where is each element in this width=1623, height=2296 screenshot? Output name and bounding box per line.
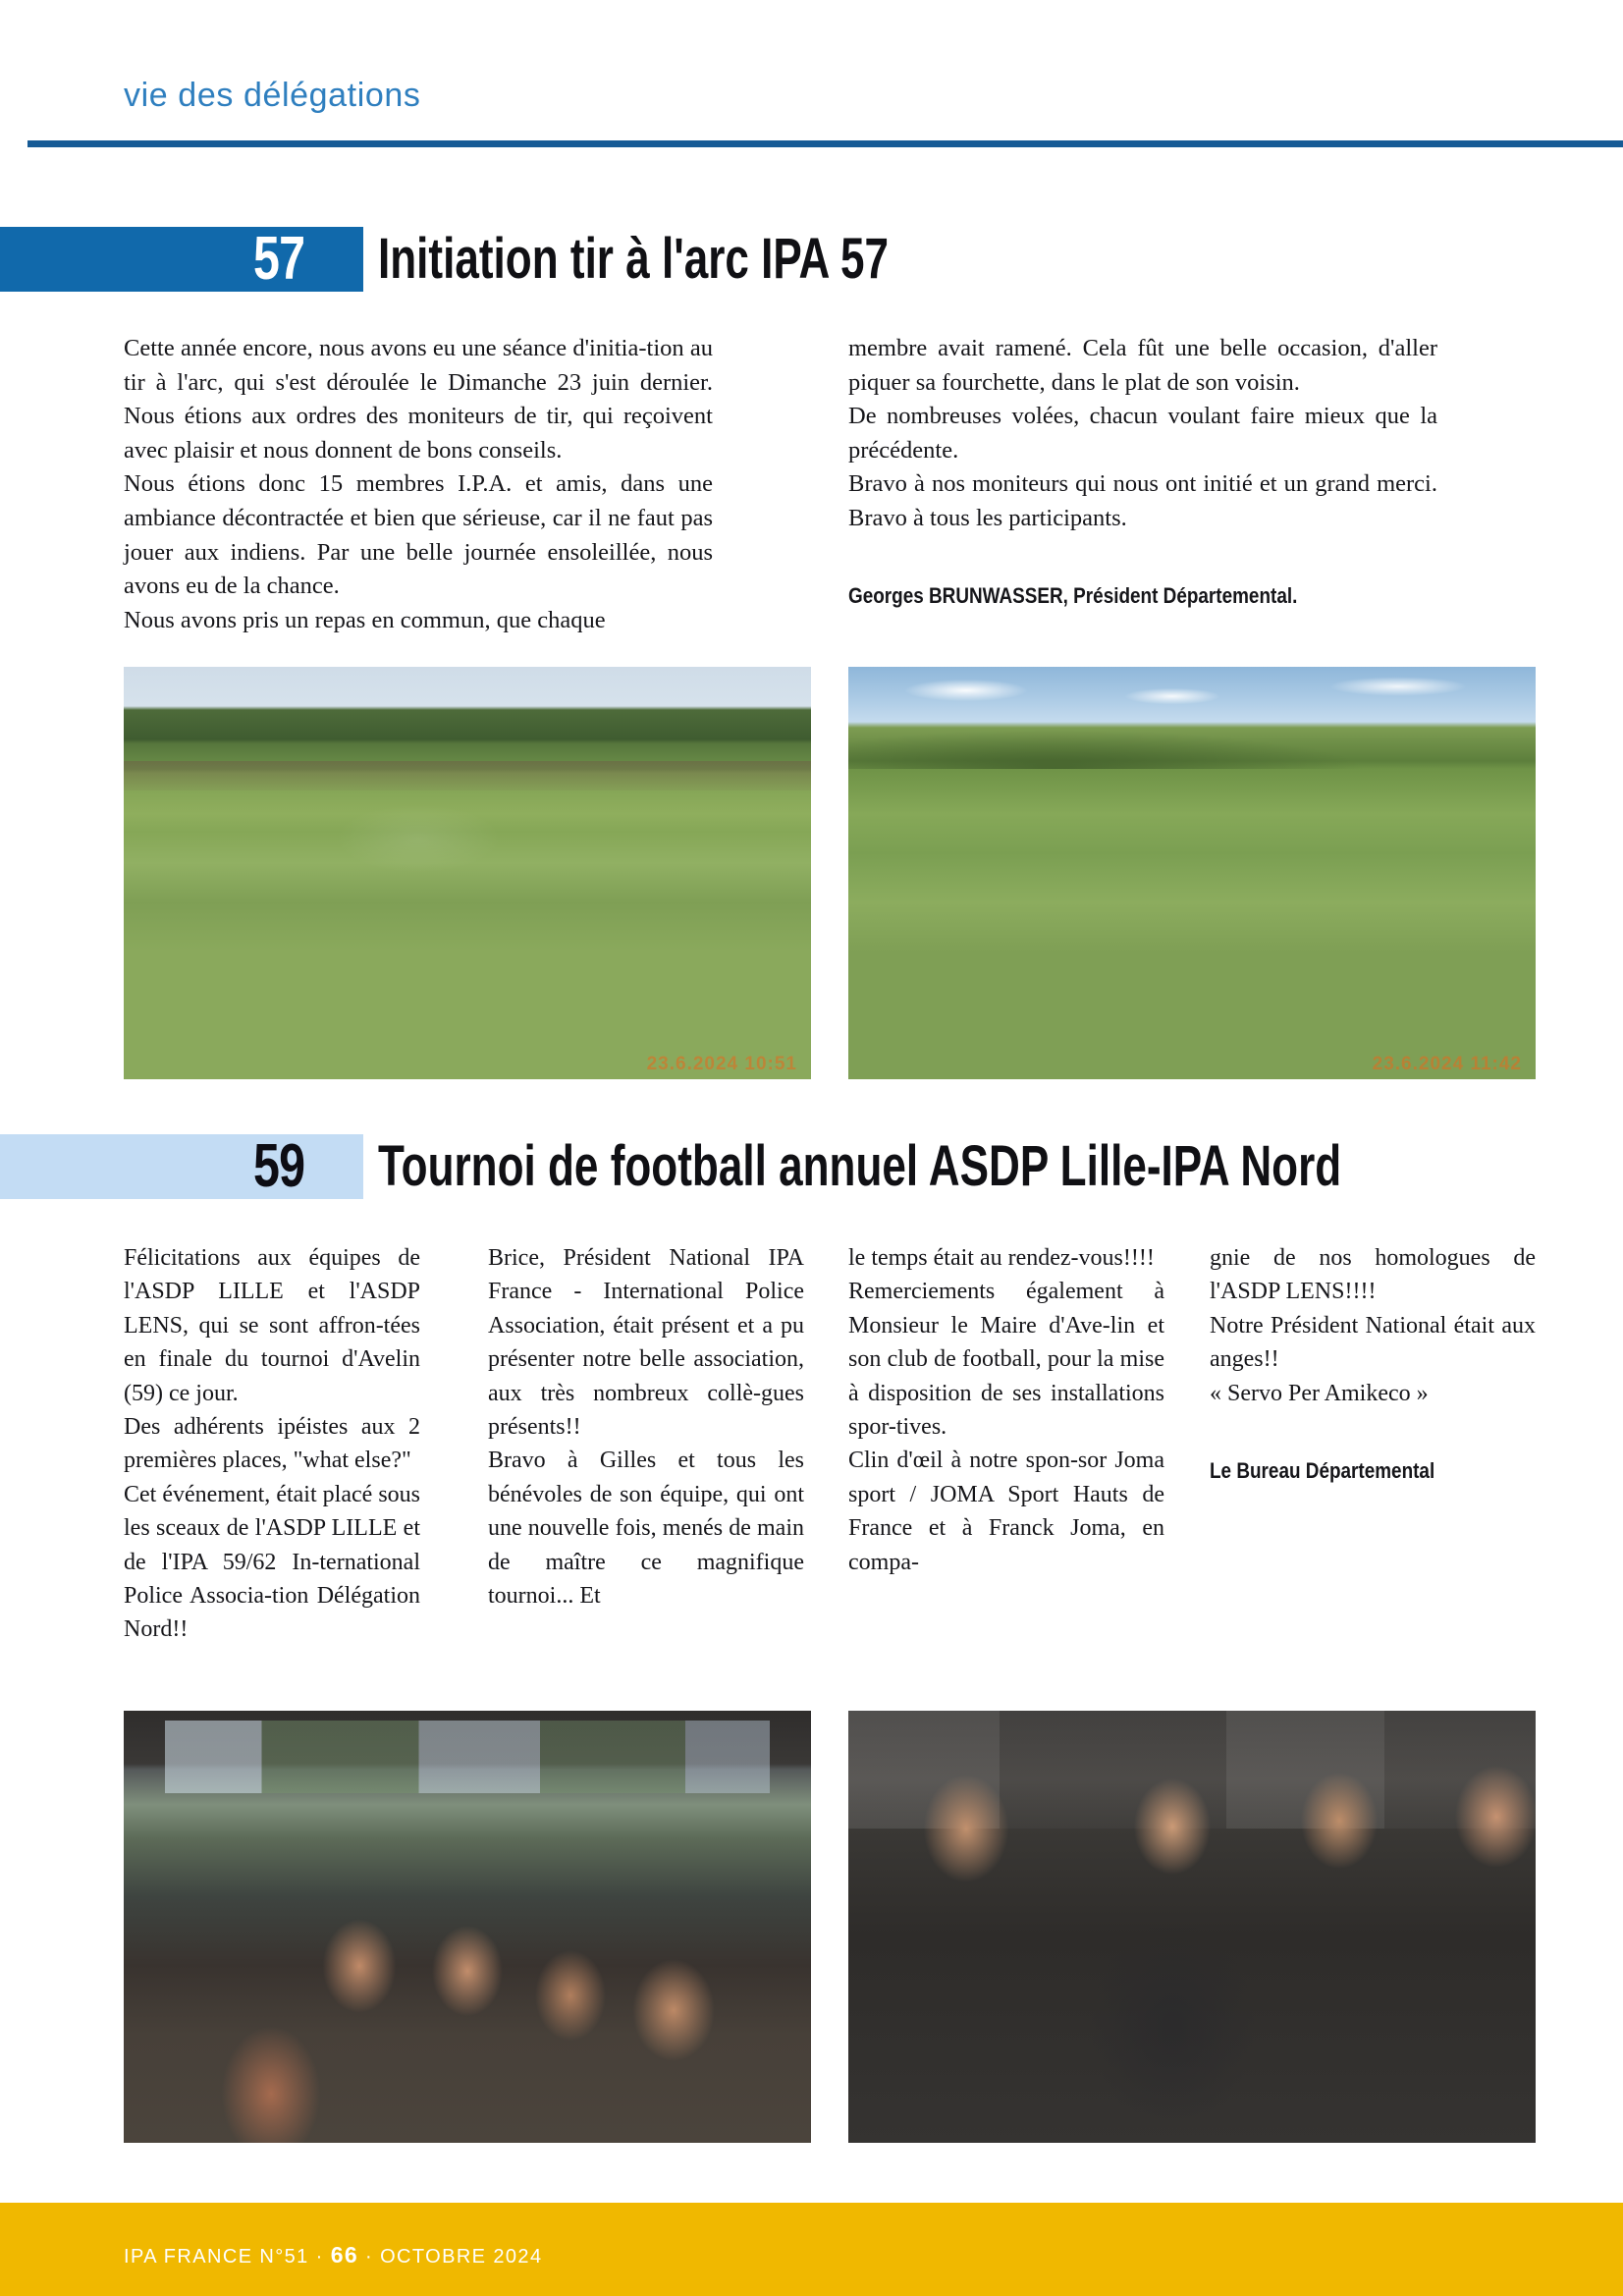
paragraph: Bravo à Gilles et tous les bénévoles de son équipe, qui ont une nouvelle fois, menés de main de maître ce magnifique tournoi... Et <box>488 1448 804 1610</box>
paragraph: Cet événement, était placé sous les sceaux de l'ASDP LILLE et de l'IPA 59/62 In-ternational Police Associa-tion Délégation Nord!! <box>124 1481 420 1643</box>
section-59-column-2 <box>488 1241 804 1613</box>
kicker-divider <box>27 140 1623 147</box>
footer-date: OCTOBRE 2024 <box>380 2246 543 2268</box>
section-59-column-4 <box>1210 1241 1536 1410</box>
section-title-59: Tournoi de football annuel ASDP Lille-IPA Nord <box>378 1134 1342 1198</box>
section-59-column-3 <box>848 1241 1164 1579</box>
paragraph: Remerciements également à Monsieur le Maire d'Ave-lin et son club de football, pour la mise à disposition de ses installations spor-tives. <box>848 1279 1164 1441</box>
section-title-57: Initiation tir à l'arc IPA 57 <box>378 227 889 291</box>
archery-photo-right <box>848 667 1536 1079</box>
paragraph: le temps était au rendez-vous!!!! <box>848 1245 1155 1271</box>
photo-timestamp: 23.6.2024 10:51 <box>646 1054 797 1074</box>
page-kicker: vie des délégations <box>124 77 421 114</box>
section-number-59: 59 <box>253 1132 305 1200</box>
section-59-signature: Le Bureau Départemental <box>1210 1458 1435 1483</box>
footer-separator-2: · <box>365 2246 374 2268</box>
footer-page-number: 66 <box>330 2242 359 2268</box>
paragraph: gnie de nos homologues de l'ASDP LENS!!!! <box>1210 1245 1536 1305</box>
section-57-signature: Georges BRUNWASSER, Président Départemental. <box>848 583 1298 608</box>
football-selfie-photo <box>124 1711 811 2143</box>
football-group-photo <box>848 1711 1536 2143</box>
paragraph: Bravo à nos moniteurs qui nous ont initié et un grand merci. Bravo à tous les participants. <box>848 470 1437 531</box>
archery-photo-left <box>124 667 811 1079</box>
footer-credit <box>124 2242 542 2269</box>
paragraph: Clin d'œil à notre spon-sor Joma sport / JOMA Sport Hauts de France et à Franck Joma, en compa- <box>848 1448 1164 1575</box>
section-57-column-2 <box>848 332 1437 536</box>
paragraph: « Servo Per Amikeco » <box>1210 1380 1429 1406</box>
paragraph: Cette année encore, nous avons eu une séance d'initia-tion au tir à l'arc, qui s'est déroulée le Dimanche 23 juin dernier. Nous étions aux ordres des moniteurs de tir, qui reçoivent avec plaisir et nous donnent de bons conseils. <box>124 335 713 464</box>
photo-timestamp: 23.6.2024 11:42 <box>1372 1054 1522 1074</box>
paragraph: membre avait ramené. Cela fût une belle occasion, d'aller piquer sa fourchette, dans le plat de son voisin. <box>848 335 1437 396</box>
banner-background-59 <box>0 1134 363 1199</box>
paragraph: Brice, Président National IPA France - International Police Association, était présent et a pu présenter notre belle association, aux très nombreux collè-gues présents!! <box>488 1245 804 1441</box>
paragraph: De nombreuses volées, chacun voulant faire mieux que la précédente. <box>848 403 1437 464</box>
section-59-column-1 <box>124 1241 420 1647</box>
paragraph: Des adhérents ipéistes aux 2 premières places, "what else?" <box>124 1414 420 1474</box>
footer-publication: IPA FRANCE N°51 <box>124 2246 309 2268</box>
footer-separator-1: · <box>315 2246 324 2268</box>
paragraph: Nous étions donc 15 membres I.P.A. et amis, dans une ambiance décontractée et bien que sérieuse, car il ne faut pas jouer aux indiens. Par une belle journée ensoleillée, nous avons eu de la chance. <box>124 470 713 600</box>
paragraph: Nous avons pris un repas en commun, que chaque <box>124 606 606 633</box>
section-57-column-1 <box>124 332 713 637</box>
paragraph: Notre Président National était aux anges!! <box>1210 1312 1536 1373</box>
section-number-57: 57 <box>253 225 305 293</box>
banner-background-57 <box>0 227 363 292</box>
paragraph: Félicitations aux équipes de l'ASDP LILLE et l'ASDP LENS, qui se sont affron-tées en finale du tournoi d'Avelin (59) ce jour. <box>124 1245 420 1406</box>
